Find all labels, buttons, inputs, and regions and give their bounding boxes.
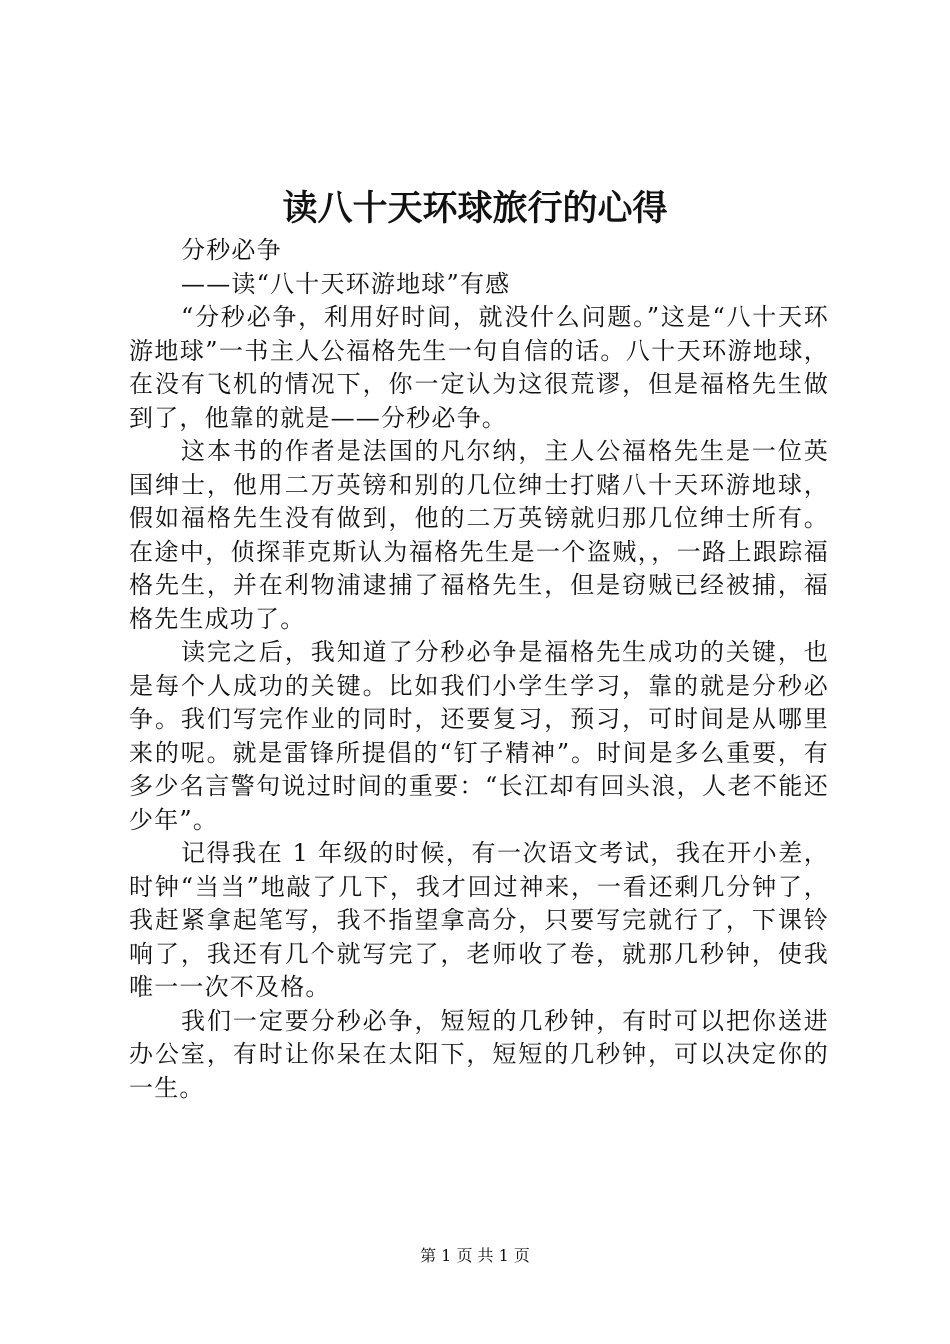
document-title: 读八十天环球旅行的心得 [282,188,668,229]
paragraph-subtitle: 分秒必争 [181,236,282,264]
paragraph-body: 读完之后，我知道了分秒必争是福格先生成功的关键，也是每个人成功的关键。比如我们小学生学习，靠的就是分秒必争。我们写完作业的同时，还要复习，预习，可时间是从哪里来的呢。就是雷锋所提倡的“钉子精神”。时间是多么重要，有多少名言警句说过时间的重要：“长江却有回头浪，人老不能还少年”。 [129,638,829,834]
paragraph-subheading: ——读“八十天环游地球”有感 [181,269,511,298]
document-body [129,234,829,1105]
paragraph-body: “分秒必争，利用好时间，就没什么问题。”这是“八十天环游地球”一书主人公福格先生一句自信的话。八十天环游地球，在没有飞机的情况下，你一定认为这很荒谬，但是福格先生做到了，他靠的就是——分秒必争。 [129,303,829,432]
paragraph-body: 我们一定要分秒必争，短短的几秒钟，有时可以把你送进办公室，有时让你呆在太阳下，短短的几秒钟，可以决定你的一生。 [129,1006,829,1102]
page-footer: 第 1 页 共 1 页 [420,1246,530,1265]
paragraph-body: 记得我在 1 年级的时候，有一次语文考试，我在开小差，时钟“当当”地敲了几下，我才回过神来，一看还剩几分钟了，我赶紧拿起笔写，我不指望拿高分，只要写完就行了，下课铃响了，我还有几个就写完了，老师收了卷，就那几秒钟，使我唯一一次不及格。 [129,839,829,1001]
paragraph-body: 这本书的作者是法国的凡尔纳，主人公福格先生是一位英国绅士，他用二万英镑和别的几位绅士打赌八十天环游地球，假如福格先生没有做到，他的二万英镑就归那几位绅士所有。在途中，侦探菲克斯认为福格先生是一个盗贼，，一路上跟踪福格先生，并在利物浦逮捕了福格先生，但是窃贼已经被捕，福格先生成功了。 [129,437,829,633]
